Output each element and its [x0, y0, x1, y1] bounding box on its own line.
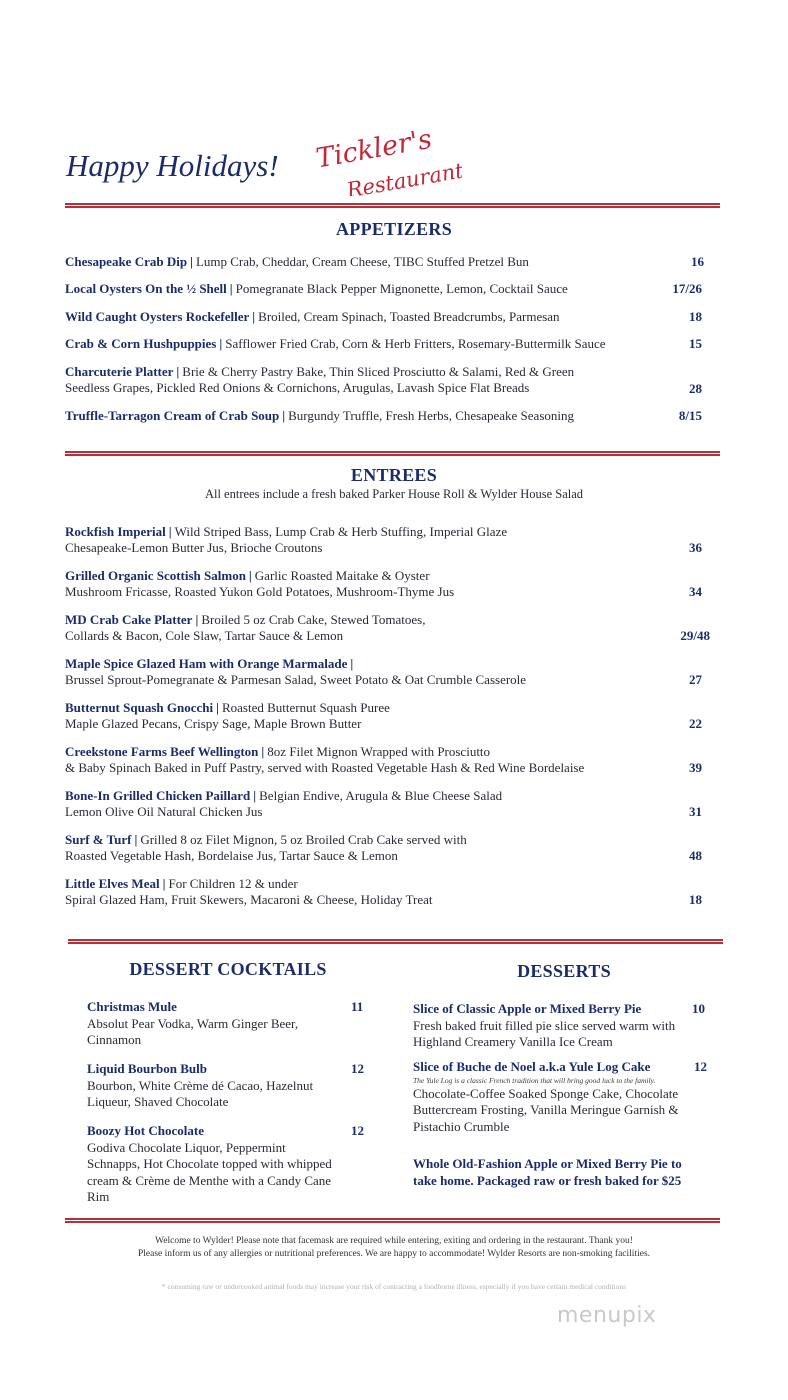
item-desc: Chocolate-Coffee Soaked Sponge Cake, Chocolate: [413, 1085, 679, 1101]
item-price: 17/26: [672, 281, 702, 296]
entrees-subtitle: All entrees include a fresh baked Parker House Roll & Wylder House Salad: [204, 487, 584, 501]
takehome-offer: [413, 1156, 723, 1189]
item-desc: Pomegranate Black Pepper Mignonette, Lemon, Cocktail Sauce: [235, 281, 568, 296]
dessert-item: [413, 1001, 713, 1051]
item-price: 11: [351, 999, 364, 1014]
item-name: Charcuterie Platter: [65, 364, 174, 379]
entrees-title: ENTREES: [350, 465, 438, 485]
menu-item: Little Elves Meal | For Children 12 & under Spiral Glazed Ham, Fruit Skewers, Macaroni & Cheese, Holiday Treat: [65, 876, 433, 907]
item-desc: Grilled 8 oz Filet Mignon, 5 oz Broiled Crab Cake served with: [140, 832, 467, 847]
item-name: Slice of Classic Apple or Mixed Berry Pie: [413, 1001, 642, 1016]
item-price: 48: [689, 848, 702, 863]
dessert-item: [413, 1059, 713, 1135]
item-desc: Fresh baked fruit filled pie slice served warm with: [413, 1017, 676, 1033]
item-name: Christmas Mule: [87, 999, 177, 1014]
item-name: Local Oysters On the ½ Shell: [65, 281, 227, 296]
greeting: Happy Holidays!: [66, 148, 279, 183]
item-desc: Buttercream Frosting, Vanilla Meringue Garnish &: [413, 1102, 679, 1117]
item-name: Grilled Organic Scottish Salmon: [65, 568, 246, 583]
item-desc: Belgian Endive, Arugula & Blue Cheese Salad: [259, 788, 503, 803]
item-desc: Godiva Chocolate Liquor, Peppermint: [87, 1139, 286, 1155]
item-price: 12: [351, 1123, 364, 1138]
menu-item: Butternut Squash Gnocchi | Roasted Butternut Squash Puree Maple Glazed Pecans, Crispy Sage, Maple Brown Butter: [65, 700, 390, 731]
item-desc-line2: Maple Glazed Pecans, Crispy Sage, Maple Brown Butter: [65, 716, 362, 731]
item-desc: For Children 12 & under: [168, 876, 298, 891]
item-desc: Broiled 5 oz Crab Cake, Stewed Tomatoes,: [201, 612, 426, 627]
logo-line2: Restaurant: [344, 158, 462, 196]
item-price: 22: [689, 716, 702, 731]
logo-script-icon: [312, 126, 462, 196]
item-desc: Wild Striped Bass, Lump Crab & Herb Stuffing, Imperial Glaze: [174, 524, 508, 539]
item-price: 18: [689, 892, 702, 907]
divider: [65, 451, 720, 456]
item-price: 27: [689, 672, 702, 687]
item-price: 15: [689, 336, 702, 351]
divider: [68, 939, 723, 944]
footer-disclaimer: * consuming raw or undercooked animal foods may increase your risk of contracting a foodborne illness, especially if you have certain medical conditions: [161, 1282, 627, 1291]
menu-item: Wild Caught Oysters Rockefeller | Broiled, Cream Spinach, Toasted Breadcrumbs, Parmesan: [65, 309, 560, 324]
item-desc: Brie & Cherry Pastry Bake, Thin Sliced Prosciutto & Salami, Red & Green: [182, 364, 575, 379]
cocktails-title: DESSERT COCKTAILS: [129, 959, 327, 979]
item-desc: Rim: [87, 1189, 110, 1204]
footer-welcome: Welcome to Wylder! Please note that facemask are required while entering, exiting and ordering in the restaurant. Thank you!: [155, 1236, 633, 1246]
item-name: Chesapeake Crab Dip: [65, 254, 188, 269]
item-desc: Lump Crab, Cheddar, Cream Cheese, TIBC Stuffed Pretzel Bun: [195, 254, 529, 269]
item-name: Rockfish Imperial: [65, 524, 166, 539]
item-desc: Pistachio Crumble: [413, 1118, 510, 1134]
item-price: 31: [689, 804, 702, 819]
item-desc-line2: Mushroom Fricasse, Roasted Yukon Gold Potatoes, Mushroom-Thyme Jus: [65, 584, 455, 599]
item-name: Truffle-Tarragon Cream of Crab Soup: [65, 408, 280, 423]
item-desc: Safflower Fried Crab, Corn & Herb Fritters, Rosemary-Buttermilk Sauce: [225, 336, 606, 351]
item-name: Butternut Squash Gnocchi: [65, 700, 214, 715]
item-price: 16: [691, 254, 704, 269]
item-desc-line2: Chesapeake-Lemon Butter Jus, Brioche Croutons: [65, 540, 323, 555]
divider: [65, 1218, 720, 1223]
item-name: Boozy Hot Chocolate: [87, 1123, 204, 1138]
menu-item: MD Crab Cake Platter | Broiled 5 oz Crab Cake, Stewed Tomatoes, Collards & Bacon, Cole Slaw, Tartar Sauce & Lemon: [65, 612, 426, 643]
appetizers-title: APPETIZERS: [335, 219, 453, 239]
item-desc: Burgundy Truffle, Fresh Herbs, Chesapeake Seasoning: [288, 408, 574, 423]
item-desc-line2: Brussel Sprout-Pomegranate & Parmesan Salad, Sweet Potato & Oat Crumble Casserole: [65, 672, 527, 687]
item-desc: 8oz Filet Mignon Wrapped with Prosciutto: [267, 744, 491, 759]
item-name: Slice of Buche de Noel a.k.a Yule Log Cake: [413, 1059, 651, 1074]
item-desc-line2: Seedless Grapes, Pickled Red Onions & Cornichons, Arugulas, Lavash Spice Flat Breads: [65, 380, 530, 395]
item-desc: Schnapps, Hot Chocolate topped with whipped: [87, 1156, 332, 1171]
menu-item: Maple Spice Glazed Ham with Orange Marmalade | Brussel Sprout-Pomegranate & Parmesan Salad, Sweet Potato & Oat Crumble Casserole: [65, 656, 527, 687]
item-name: Little Elves Meal: [65, 876, 160, 891]
item-name: Crab & Corn Hushpuppies: [65, 336, 217, 351]
item-price: 39: [689, 760, 702, 775]
menu-item: Truffle-Tarragon Cream of Crab Soup | Burgundy Truffle, Fresh Herbs, Chesapeake Seasoning: [65, 408, 574, 423]
item-desc-line2: & Baby Spinach Baked in Puff Pastry, served with Roasted Vegetable Hash & Red Wine Bordelaise: [65, 760, 585, 775]
takehome-line1: Whole Old-Fashion Apple or Mixed Berry Pie to: [413, 1156, 682, 1171]
item-note: The Yule Log is a classic French tradition that will bring good luck to the family.: [413, 1075, 656, 1085]
item-price: 28: [689, 381, 702, 396]
menu-item: Crab & Corn Hushpuppies | Safflower Fried Crab, Corn & Herb Fritters, Rosemary-Buttermilk Sauce: [65, 336, 606, 351]
watermark: menupix: [557, 1303, 657, 1328]
divider: [65, 203, 720, 208]
item-name: Liquid Bourbon Bulb: [87, 1061, 207, 1076]
menu-item: Charcuterie Platter | Brie & Cherry Pastry Bake, Thin Sliced Prosciutto & Salami, Red & Green Seedless Grapes, Pickled Red Onions & Cornichons, Arugulas, Lavash Spice Flat Breads: [65, 364, 575, 395]
item-price: 10: [692, 1001, 705, 1016]
takehome-line2: take home. Packaged raw or fresh baked for $25: [413, 1172, 682, 1188]
restaurant-logo: [312, 126, 462, 196]
item-price: 18: [689, 309, 702, 324]
item-price: 29/48: [680, 628, 710, 643]
menu-item: Creekstone Farms Beef Wellington | 8oz Filet Mignon Wrapped with Prosciutto & Baby Spinach Baked in Puff Pastry, served with Roasted Vegetable Hash & Red Wine Bordelaise: [65, 744, 585, 775]
menu-item: Chesapeake Crab Dip | Lump Crab, Cheddar, Cream Cheese, TIBC Stuffed Pretzel Bun: [65, 254, 529, 269]
item-desc: Liqueur, Shaved Chocolate: [87, 1094, 229, 1109]
item-desc-line2: Collards & Bacon, Cole Slaw, Tartar Sauce & Lemon: [65, 628, 344, 643]
desserts-title: DESSERTS: [517, 961, 611, 981]
item-name: Bone-In Grilled Chicken Paillard: [65, 788, 251, 803]
menu-item: Bone-In Grilled Chicken Paillard | Belgian Endive, Arugula & Blue Cheese Salad Lemon Olive Oil Natural Chicken Jus: [65, 788, 503, 819]
item-desc-line2: Lemon Olive Oil Natural Chicken Jus: [65, 804, 263, 819]
item-price: 12: [694, 1059, 707, 1074]
item-price: 8/15: [678, 408, 702, 423]
footer-allergy: Please inform us of any allergies or nutritional preferences. We are happy to accommodate! Wylder Resorts are non-smoking facilities.: [137, 1249, 651, 1259]
item-desc: Garlic Roasted Maitake & Oyster: [254, 568, 430, 583]
item-desc: Cinnamon: [87, 1032, 142, 1047]
item-desc-line2: Spiral Glazed Ham, Fruit Skewers, Macaroni & Cheese, Holiday Treat: [65, 892, 433, 907]
item-desc: Roasted Butternut Squash Puree: [221, 700, 390, 715]
menu-item: Local Oysters On the ½ Shell | Pomegranate Black Pepper Mignonette, Lemon, Cocktail Sauce: [65, 281, 568, 296]
item-name: Surf & Turf: [65, 832, 132, 847]
item-price: 34: [689, 584, 702, 599]
logo-line1: Tickler's: [313, 126, 435, 175]
item-desc: Bourbon, White Crème dé Cacao, Hazelnut: [87, 1077, 314, 1093]
cocktail-item: [87, 1061, 367, 1111]
item-desc: cream & Crème de Menthe with a Candy Cane: [87, 1172, 332, 1188]
item-desc: Highland Creamery Vanilla Ice Cream: [413, 1034, 613, 1049]
cocktail-item: [87, 999, 367, 1049]
item-desc-line2: Roasted Vegetable Hash, Bordelaise Jus, Tartar Sauce & Lemon: [65, 848, 398, 863]
item-price: 36: [689, 540, 702, 555]
item-name: Creekstone Farms Beef Wellington: [65, 744, 259, 759]
item-name: Wild Caught Oysters Rockefeller: [65, 309, 250, 324]
menu-item: Grilled Organic Scottish Salmon | Garlic Roasted Maitake & Oyster Mushroom Fricasse, Roasted Yukon Gold Potatoes, Mushroom-Thyme Jus: [65, 568, 455, 599]
menu-item: Surf & Turf | Grilled 8 oz Filet Mignon, 5 oz Broiled Crab Cake served with Roasted Vegetable Hash, Bordelaise Jus, Tartar Sauce & Lemon: [65, 832, 467, 863]
item-desc: Absolut Pear Vodka, Warm Ginger Beer,: [87, 1015, 299, 1031]
item-name: MD Crab Cake Platter: [65, 612, 193, 627]
menu-item: Rockfish Imperial | Wild Striped Bass, Lump Crab & Herb Stuffing, Imperial Glaze Chesapeake-Lemon Butter Jus, Brioche Croutons: [65, 524, 508, 555]
item-name: Maple Spice Glazed Ham with Orange Marmalade: [65, 656, 348, 671]
item-desc: Broiled, Cream Spinach, Toasted Breadcrumbs, Parmesan: [258, 309, 560, 324]
cocktail-item: [87, 1123, 372, 1206]
item-price: 12: [351, 1061, 364, 1076]
